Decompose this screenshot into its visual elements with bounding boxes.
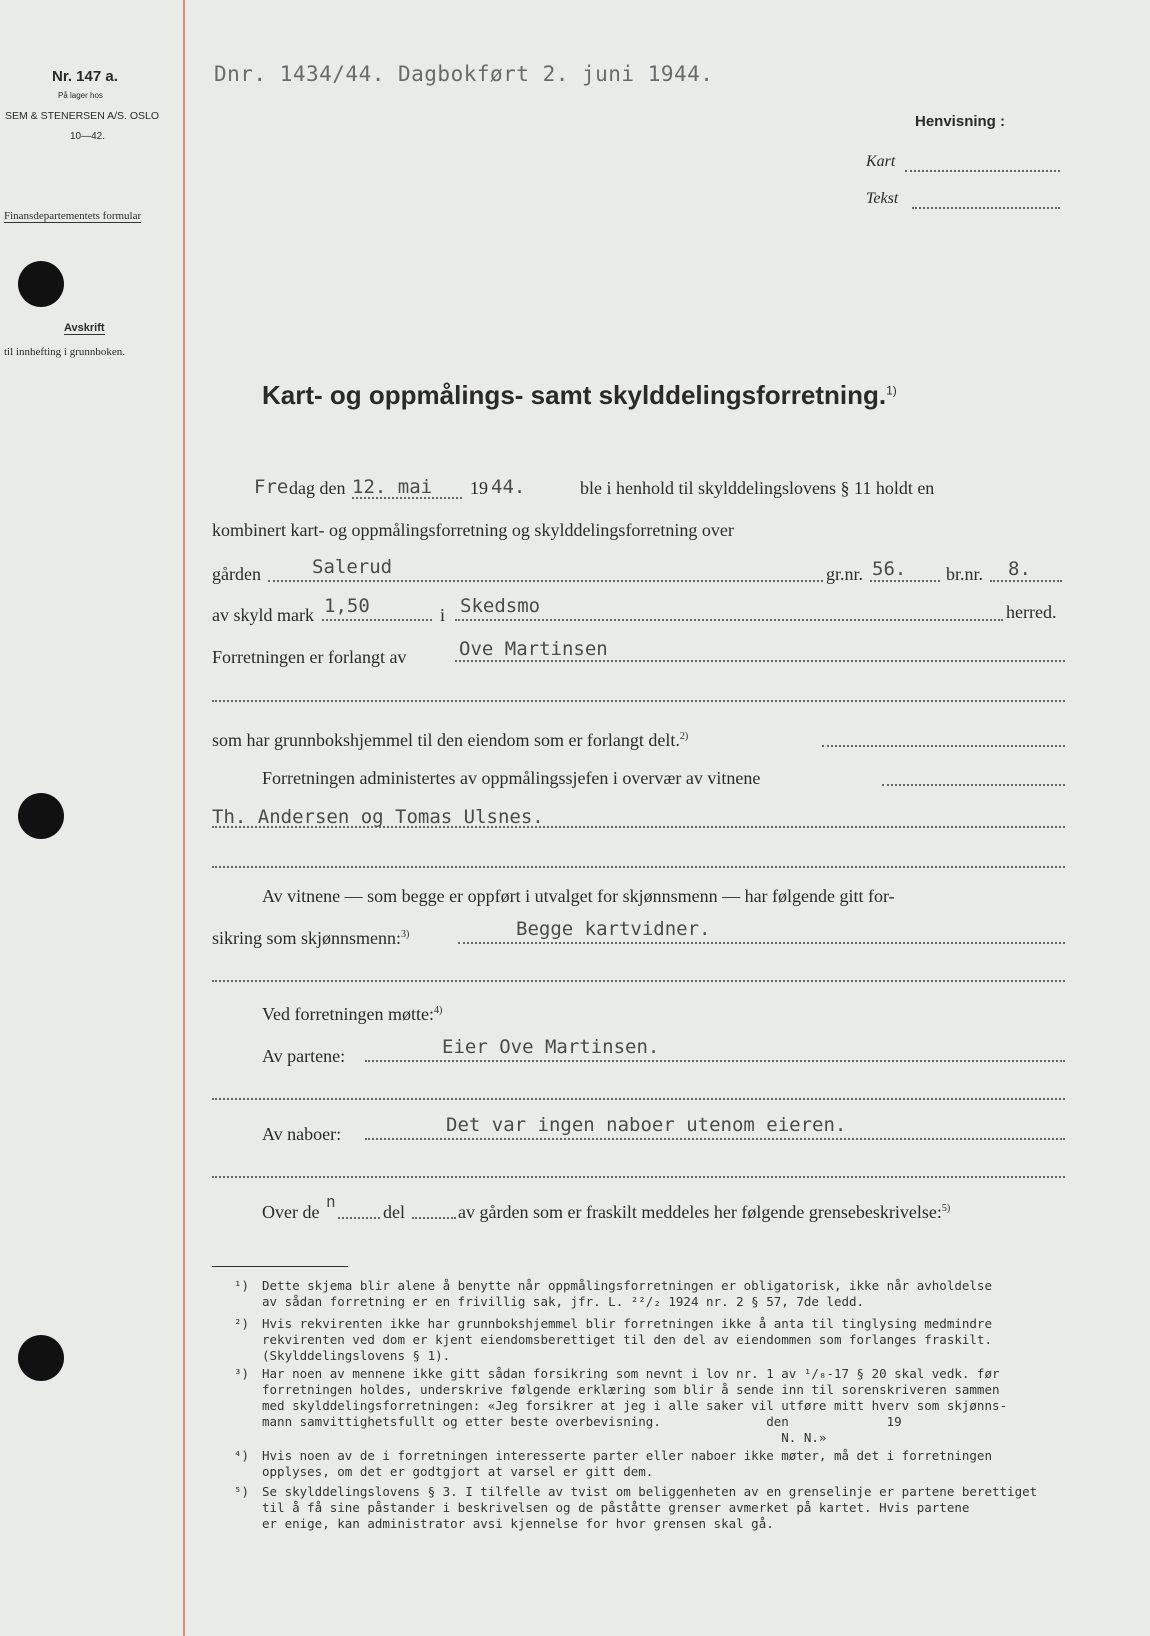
naboer-label: Av naboer: [262, 1124, 342, 1144]
vitner-ref: 3) [401, 929, 410, 940]
over-rest: av gården som er fraskilt meddeles her følgende grensebeskrivelse: [458, 1202, 942, 1222]
henvisning-label: Henvisning : [915, 113, 1006, 130]
footnote-2-line-2: rekvirenten ved dom er kjent eiendomsberettiget til den del av eiendommen som forlanges fraskilt. [262, 1332, 992, 1347]
vitner-value: Th. Andersen og Tomas Ulsnes. [212, 806, 544, 828]
title-text: Kart- og oppmålings- samt skylddelingsforretning. [262, 380, 887, 410]
footnote-2-line-1: Hvis rekvirenten ikke har grunnbokshjemmel blir forretningen ikke å anta til tinglysing medmindre [262, 1316, 992, 1331]
binder-hole-top [18, 261, 64, 307]
brnr-line [990, 580, 1062, 582]
garden-line [268, 580, 823, 582]
forlangt-value: Ove Martinsen [459, 638, 608, 660]
date-value: 12. mai [352, 476, 433, 498]
garden-value: Salerud [312, 556, 393, 578]
partene-label: Av partene: [262, 1046, 346, 1066]
footnote-rule [212, 1266, 348, 1267]
brnr-label: br.nr. [946, 564, 984, 584]
blank-line-3 [212, 980, 1065, 982]
herred-label: herred. [1006, 602, 1057, 622]
vitner-text-1: Av vitnene — som begge er oppført i utvalget for skjønnsmenn — har følgende gitt for- [262, 886, 895, 906]
del-line [412, 1217, 456, 1219]
naboer-value: Det var ingen naboer utenom eieren. [446, 1114, 847, 1136]
skyld-line [322, 619, 432, 621]
mote-ref: 4) [433, 1005, 443, 1016]
avskrift-note: til innhefting i grunnboken. [4, 346, 125, 358]
partene-line [365, 1060, 1065, 1062]
binder-hole-bottom [18, 1335, 64, 1381]
footnote-5-num: ⁵) [234, 1484, 250, 1499]
brnr-value: 8. [1008, 558, 1031, 580]
registration-stamp: Dnr. 1434/44. Dagbokført 2. juni 1944. [214, 62, 714, 86]
over-ref: 5) [941, 1203, 951, 1214]
footnote-3 [234, 1366, 1008, 1446]
intro-rest: ble i henhold til skylddelingslovens § 11 holdt en [580, 478, 935, 498]
form-number: Nr. 147 a. [52, 68, 118, 85]
footnote-1 [234, 1278, 992, 1310]
footnote-2-line-3: (Skylddelingslovens § 1). [262, 1348, 451, 1363]
skyld-label: av skyld mark [212, 605, 314, 625]
over-label: Over de [262, 1202, 320, 1222]
intro-line-2: kombinert kart- og oppmålingsforretning og skylddelingsforretning over [212, 520, 734, 540]
forsikring-line [458, 942, 1065, 944]
avskrift-label: Avskrift [64, 322, 105, 334]
footnote-3-num: ³) [234, 1366, 250, 1381]
blank-line-2 [212, 866, 1065, 868]
title-footnote-ref: 1) [886, 383, 897, 398]
tekst-line [912, 207, 1060, 209]
i-label: i [440, 605, 446, 625]
tekst-label: Tekst [866, 190, 899, 207]
footnote-1-num: ¹) [234, 1278, 250, 1293]
grnr-value: 56. [872, 558, 907, 580]
blank-line-1 [212, 700, 1065, 702]
garden-label: gården [212, 564, 261, 584]
footnote-5 [234, 1484, 1038, 1532]
footnote-3-line-5: N. N.» [262, 1430, 827, 1445]
administrert-line [882, 784, 1065, 786]
footnote-1-line-1: Dette skjema blir alene å benytte når oppmålingsforretningen er obligatorisk, ikke når avholdelse [262, 1278, 992, 1293]
year-value: 44. [491, 476, 526, 498]
blank-line-4 [212, 1098, 1065, 1100]
blank-line-5 [212, 1176, 1065, 1178]
over-value: n [326, 1192, 336, 1211]
herred-value: Skedsmo [460, 595, 541, 617]
footnote-4-num: ⁴) [234, 1448, 250, 1463]
over-rest-wrap [458, 1202, 950, 1223]
footnote-3-line-4: mann samvittighetsfullt og etter beste overbevisning. den 19 [262, 1414, 902, 1429]
skyld-value: 1,50 [324, 595, 370, 617]
grnr-label: gr.nr. [826, 564, 864, 584]
footnote-4-line-2: opplyses, om det er godtgjort at varsel er gitt dem. [262, 1464, 654, 1479]
document-title [262, 380, 897, 411]
vitner-line [212, 826, 1065, 828]
del-label: del [383, 1202, 405, 1222]
hjemmel-label: som har grunnbokshjemmel til den eiendom som er forlangt delt. [212, 730, 680, 750]
printer-line-1: På lager hos [58, 91, 103, 100]
mote-label: Ved forretningen møtte: [262, 1004, 434, 1024]
footnote-3-line-1: Har noen av mennene ikke gitt sådan forsikring som nevnt i lov nr. 1 av ¹/₈-17 § 20 skal vedk. før [262, 1366, 1000, 1381]
footnote-5-line-2: til å få sine påstander i beskrivelsen og de påståtte grenser avmerket på kartet. Hvis partene [262, 1500, 970, 1515]
footnote-5-line-3: er enige, kan administrator avsi kjennelse for hvor grensen skal gå. [262, 1516, 774, 1531]
date-line [352, 497, 462, 499]
herred-line [455, 619, 1003, 621]
over-line [338, 1217, 380, 1219]
footnote-1-line-2: av sådan forretning er en frivillig sak, jfr. L. ²²/₂ 1924 nr. 2 § 57, 7de ledd. [262, 1294, 865, 1309]
footnote-4-line-1: Hvis noen av de i forretningen interesserte parter eller naboer ikke møter, må det i forretningen [262, 1448, 992, 1463]
printer-line-2: SEM & STENERSEN A/S. OSLO [5, 110, 160, 122]
hjemmel-line [822, 745, 1065, 747]
binder-hole-middle [18, 793, 64, 839]
year-prefix: 19 [470, 478, 488, 498]
hjemmel-text [212, 730, 688, 751]
partene-value: Eier Ove Martinsen. [442, 1036, 660, 1058]
hjemmel-ref: 2) [679, 731, 689, 742]
forlangt-line [455, 660, 1065, 662]
footnote-4 [234, 1448, 992, 1480]
kart-label: Kart [866, 153, 896, 170]
footnote-5-line-1: Se skylddelingslovens § 3. I tilfelle av tvist om beliggenheten av en grenselinje er partene berettiget [262, 1484, 1038, 1499]
vitner-text-2-wrap [212, 928, 409, 949]
grnr-line [870, 580, 940, 582]
footnote-2-num: ²) [234, 1316, 250, 1331]
printer-line-3: 10—42. [70, 131, 106, 142]
margin-rule [183, 0, 185, 1636]
vitner-text-2: sikring som skjønnsmenn: [212, 928, 402, 948]
footnote-3-line-3: med skylddelingsforretningen: «Jeg forsikrer at jeg i alle saker vil utføre mitt hverv som skjønns- [262, 1398, 1008, 1413]
mote-wrap [262, 1004, 442, 1025]
department-label: Finansdepartementets formular [4, 210, 142, 222]
dag-den-label: dag den [289, 478, 346, 498]
forsikring-value: Begge kartvidner. [516, 918, 711, 940]
forlangt-label: Forretningen er forlangt av [212, 647, 407, 667]
naboer-line [365, 1138, 1065, 1140]
kart-line [905, 170, 1060, 172]
footnote-3-line-2: forretningen holdes, underskrive følgende erklæring som blir å sende inn til sorenskriveren sammen [262, 1382, 1000, 1397]
footnote-2 [234, 1316, 992, 1364]
day-prefix: Fre [254, 476, 289, 498]
administrert-text: Forretningen administertes av oppmålingssjefen i overvær av vitnene [262, 768, 761, 788]
